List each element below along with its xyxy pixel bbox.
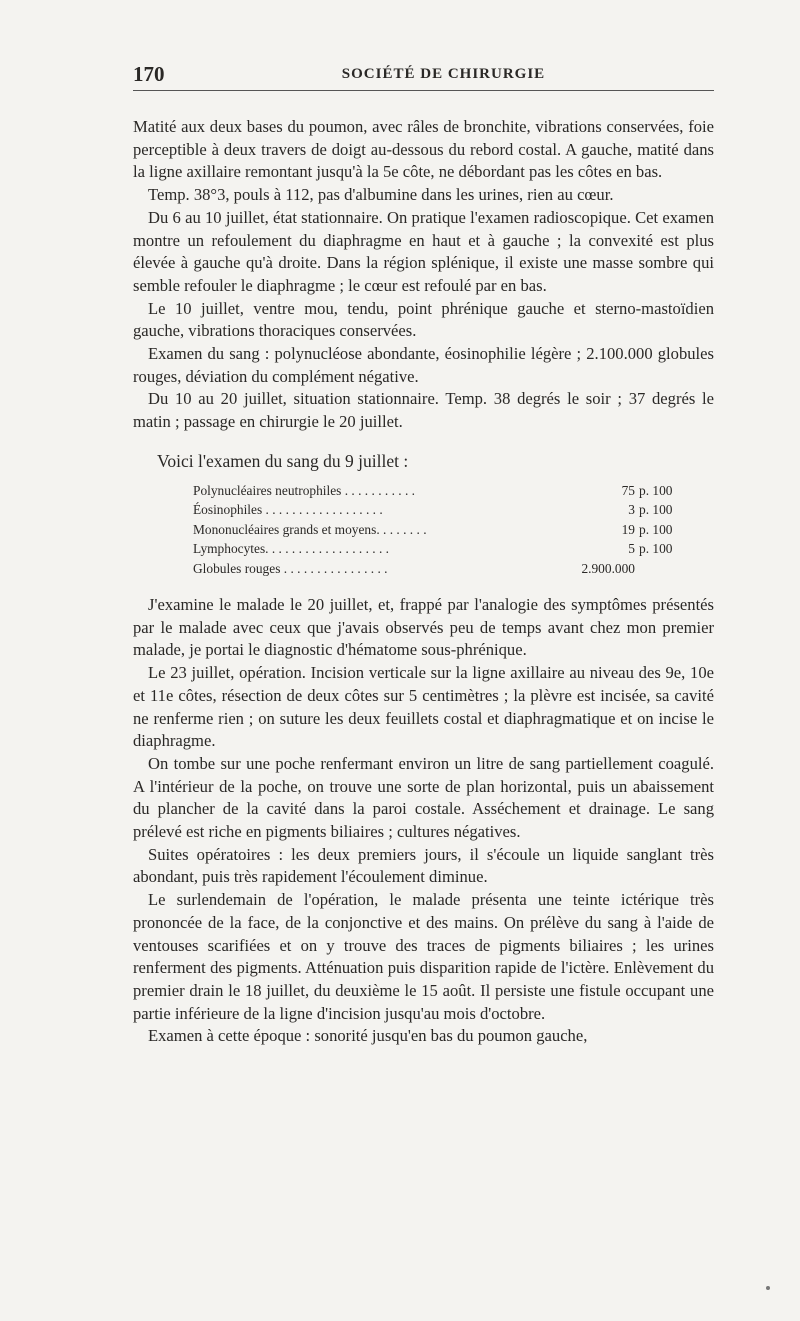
paragraph: Suites opératoires : les deux premiers jours, il s'écoule un liquide sanglant très abondant, puis très rapidement l'écoulement diminue. [133, 844, 714, 887]
table-row [193, 500, 672, 520]
row-value: 75 [621, 482, 635, 498]
row-value: 3 [628, 502, 635, 518]
paragraph: Temp. 38°3, pouls à 112, pas d'albumine dans les urines, rien au cœur. [148, 185, 614, 205]
paragraph: On tombe sur une poche renfermant environ un litre de sang partiellement coagulé. A l'intérieur de la poche, on trouve une sorte de plan horizontal, puis un abaissement du plancher de la cavité dans la paroi costale. Asséchement et drainage. Le sang prélevé est riche en pigments biliaires ; cultures négatives. [133, 753, 714, 842]
paragraph: Matité aux deux bases du poumon, avec râles de bronchite, vibrations conservées, foie perceptible à deux travers de doigt au-dessous du rebord costal. A gauche, matité dans la ligne axillaire remontant jusqu'à la 5e côte, ne débordant pas les côtes en bas. [133, 117, 714, 182]
row-label: Mononucléaires grands et moyens. . . . . . . . [193, 521, 427, 537]
paragraph: Du 10 au 20 juillet, situation stationnaire. Temp. 38 degrés le soir ; 37 degrés le matin ; passage en chirurgie le 20 juillet. [133, 389, 714, 432]
row-value: 5 [628, 541, 635, 557]
body-text [133, 116, 714, 1048]
paragraph: Du 6 au 10 juillet, état stationnaire. On pratique l'examen radioscopique. Cet examen montre un refoulement du diaphragme en haut et à gauche ; la convexité est plus élevée à gauche qu'à droite. Dans la région splénique, il existe une masse sombre qui semble refouler le diaphragme ; le cœur est refoulé par en bas. [133, 207, 714, 295]
row-label: Globules rouges . . . . . . . . . . . . . . . . [193, 560, 388, 576]
paragraph: Le 23 juillet, opération. Incision verticale sur la ligne axillaire au niveau des 9e, 10e et 11e côtes, résection de deux côtes sur 5 centimètres ; la plèvre est incisée, sa cavité ne renferme rien ; on suture les deux feuillets costal et diaphragmatique et on incise le diaphragme. [133, 663, 714, 751]
row-unit: p. 100 [639, 502, 673, 518]
row-unit: p. 100 [639, 482, 673, 498]
row-value: 2.900.000 [581, 560, 635, 576]
page-header [133, 62, 714, 91]
paragraph: Examen du sang : polynucléose abondante, éosinophilie légère ; 2.100.000 globules rouges, déviation du complément négative. [133, 344, 714, 386]
paragraph: Examen à cette époque : sonorité jusqu'en bas du poumon gauche, [148, 1026, 588, 1046]
table-row [193, 539, 672, 559]
row-unit: p. 100 [639, 521, 673, 537]
paragraph: J'examine le malade le 20 juillet, et, frappé par l'analogie des symptômes présentés par le malade avec ceux que j'avais observés peu de temps avant chez mon premier malade, je portai le diagnostic d'hématome sous-phrénique. [133, 595, 714, 660]
paragraph: Le surlendemain de l'opération, le malade présenta une teinte ictérique très prononcée de la face, de la conjonctive et des mains. On prélève du sang à l'aide de ventouses scarifiées et on y trouve des traces de pigments biliaires ; les urines renferment des pigments. Atténuation puis disparition rapide de l'ictère. Enlèvement du premier drain le 18 juillet, du deuxième le 15 août. Il persiste une fistule occupant une partie inférieure de la ligne d'incision jusqu'au mois d'octobre. [133, 890, 714, 1023]
blood-exam-intro: Voici l'examen du sang du 9 juillet : [157, 450, 409, 471]
table-row [193, 520, 672, 540]
row-value: 19 [621, 521, 635, 537]
paragraph: Le 10 juillet, ventre mou, tendu, point phrénique gauche et sterno-mastoïdien gauche, vibrations thoraciques conservées. [133, 298, 714, 341]
running-head: SOCIÉTÉ DE CHIRURGIE [341, 66, 546, 82]
row-unit: p. 100 [639, 541, 673, 557]
ink-speck [766, 1286, 770, 1290]
row-label: Lymphocytes. . . . . . . . . . . . . . . . . . . [193, 541, 390, 557]
blood-exam-table [193, 481, 672, 579]
page-number: 170 [133, 62, 165, 86]
table-row [193, 559, 672, 579]
row-unit [635, 559, 672, 579]
table-row [193, 481, 672, 501]
row-label: Éosinophiles . . . . . . . . . . . . . . . . . . [193, 502, 383, 518]
row-label: Polynucléaires neutrophiles . . . . . . . . . . . [193, 482, 416, 498]
